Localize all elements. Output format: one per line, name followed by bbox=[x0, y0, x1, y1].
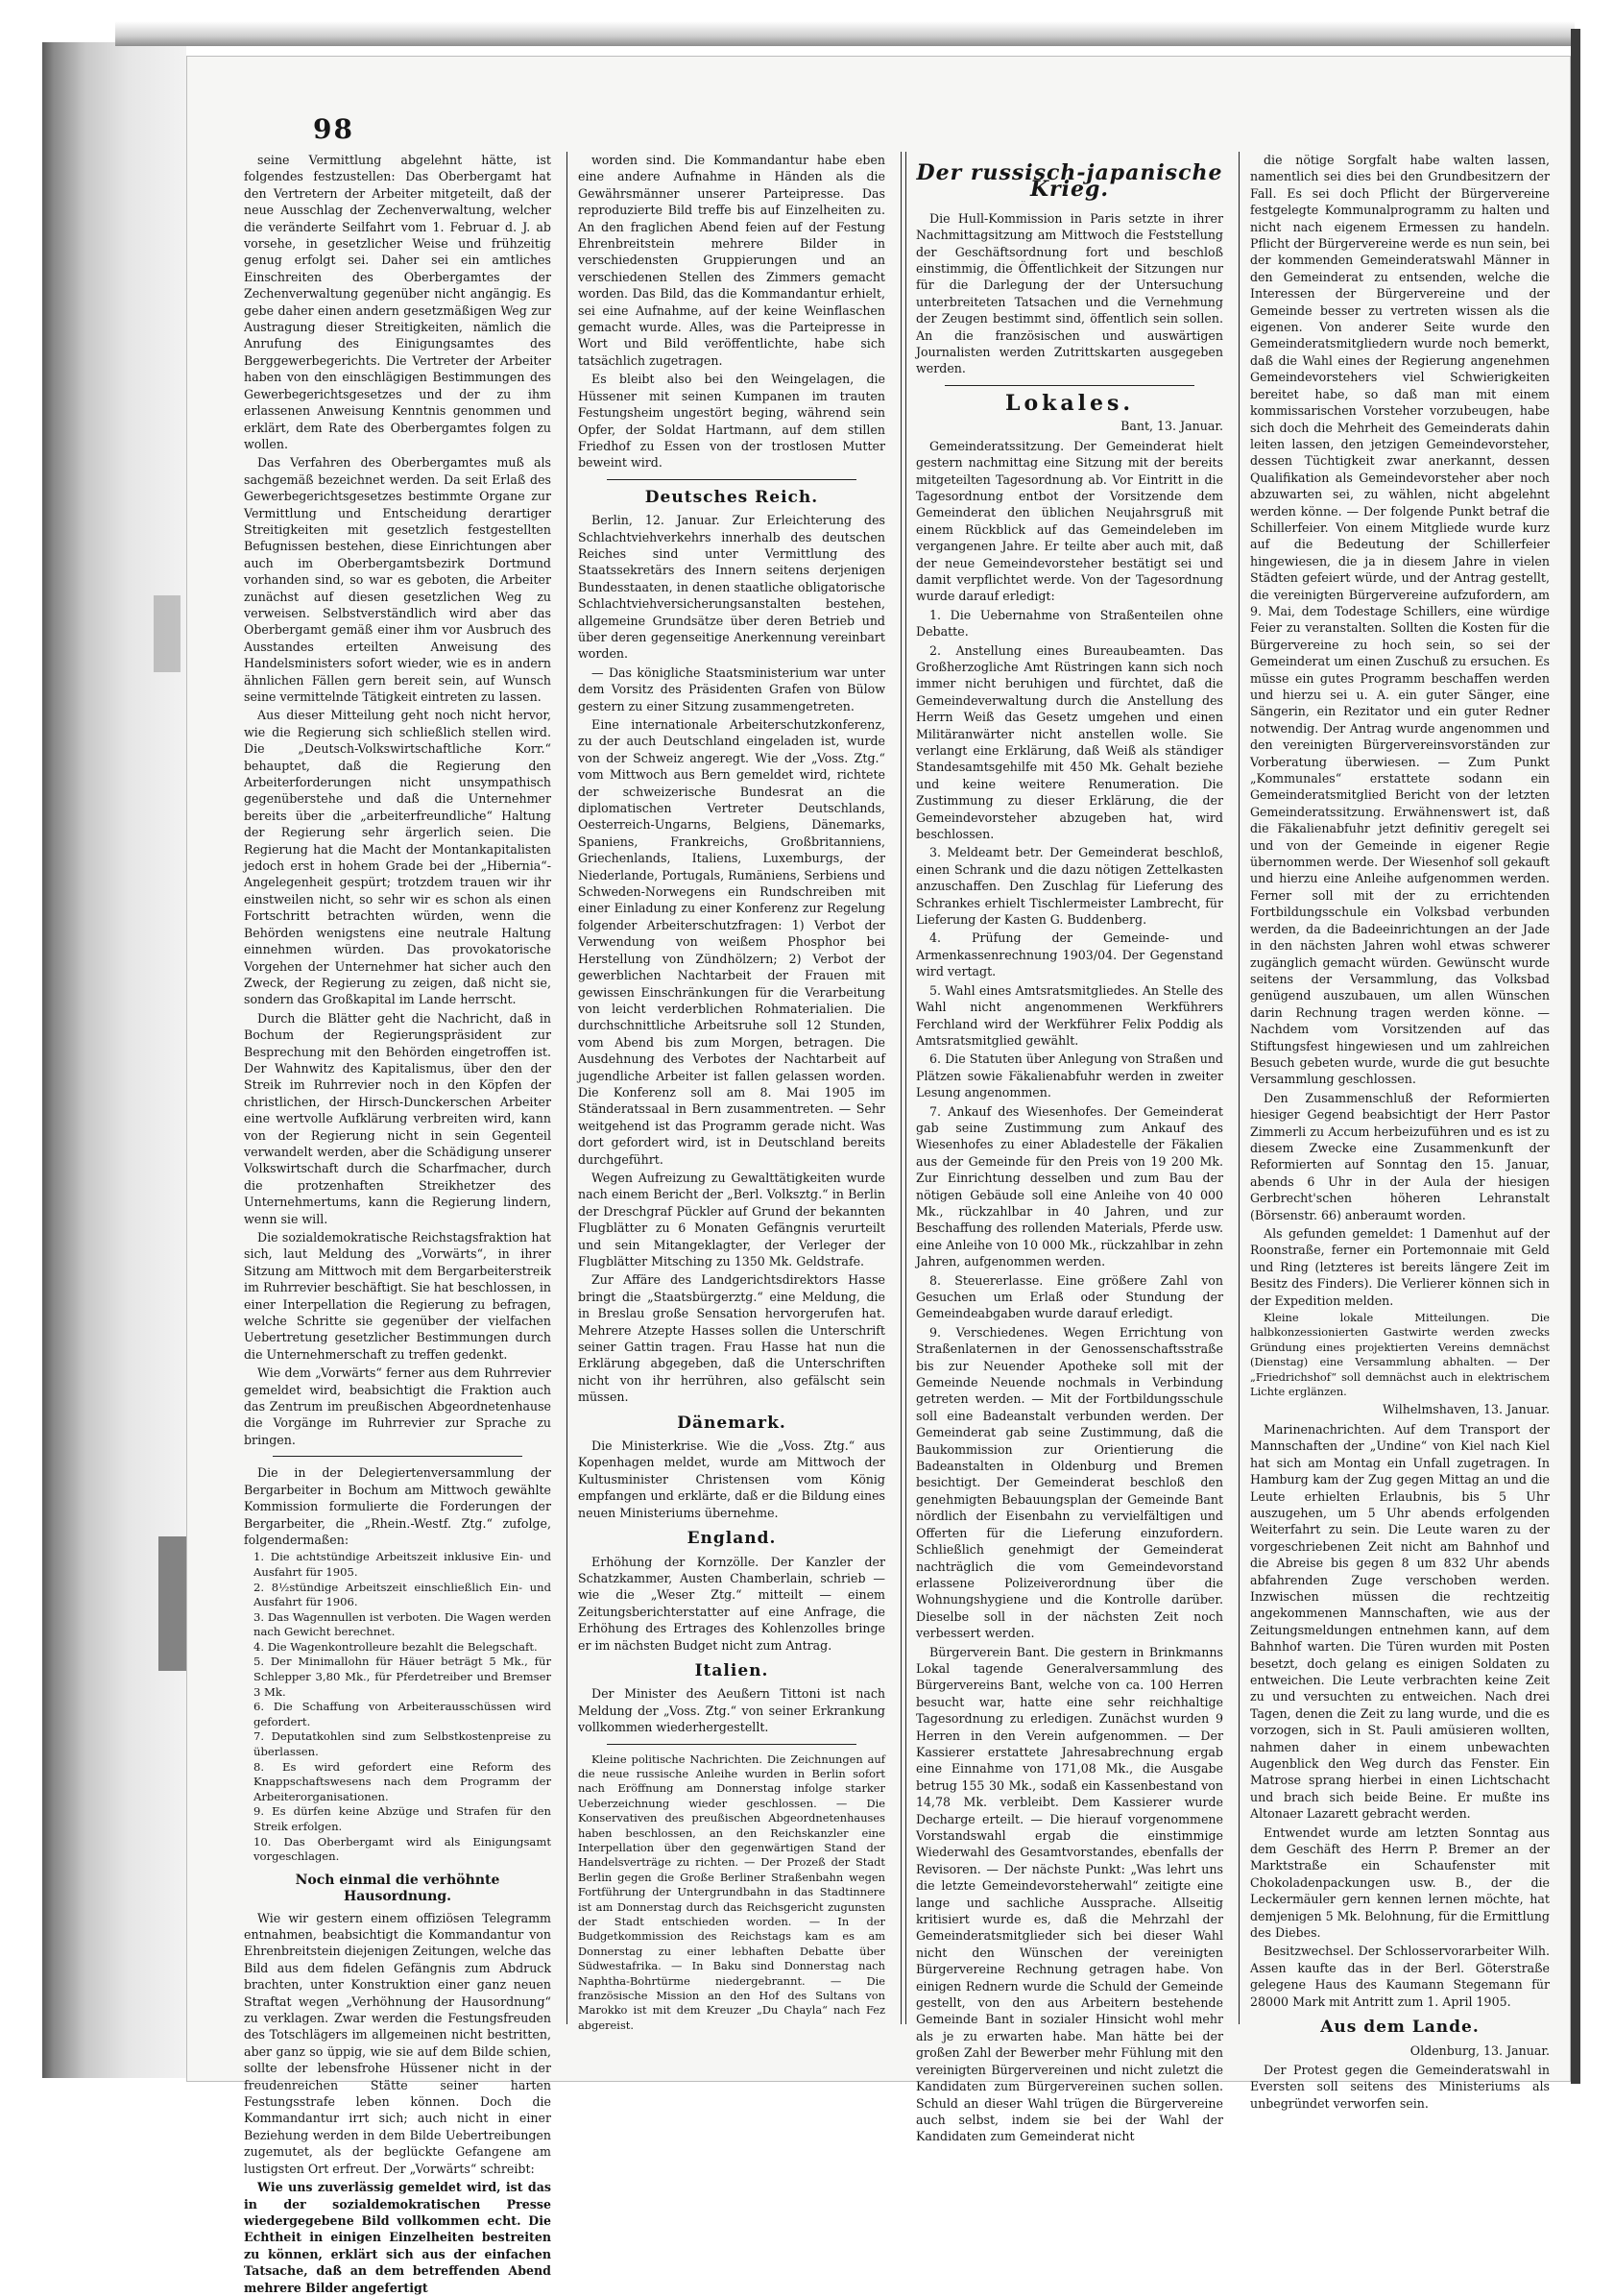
article-paragraph: Besitzwechsel. Der Schlosservorarbeiter Wilh. Assen kaufte das in der Berl. Göterstraße gelegene Haus des Kaumann Stegemann für 28000 Mark mit Antritt zum 1. April 1905. bbox=[1250, 1944, 1550, 2009]
agenda-item: 9. Verschiedenes. Wegen Errichtung von Straßenlaternen in der Genossenschaftsstraße bis zur Neuender Apotheke soll mit der Gemeinde Neuende nochmals in Verbindung getreten werden. — Mit der Fortbildungsschule soll eine Badeanstalt verbunden werden. Der Gemeinderat gab seine Zustimmung, daß die Baukommission zur Orientierung die Badeanstalten in Oldenburg und Bremen besichtigt. Der Gemeinderat beschloß den genehmigten Bebauungsplan der Gemeinde Bant nördlich der Eisenbahn zu vervielfältigen und Offerten für die Lieferung einzufordern. Schließlich genehmigt der Gemeinderat nachträglich die vom Gemeindevorstand erlassene Polizeiverordnung über die Wohnungshygiene und die Kontrolle darüber. Dieselbe soll in der nächsten Zeit noch verbessert werden. bbox=[916, 1324, 1223, 1641]
agenda-item: 8. Steuererlasse. Eine größere Zahl von Gesuchen um Erlaß oder Stundung der Gemeindeabgaben wurde darauf erledigt. bbox=[916, 1272, 1223, 1321]
article-paragraph: Zur Affäre des Landgerichtsdirektors Hasse bringt die „Staatsbürgerztg.“ eine Meldung, die in Breslau große Sensation hervorgerufen hat. Mehrere Atzepte Hasses sollen die Unterschrift seiner Gattin tragen. Frau Hasse hat nun die Erklärung abgegeben, daß die Unterschriften nicht von ihr herrühren, also gefälscht sein müssen. bbox=[578, 1272, 885, 1405]
article-paragraph: Durch die Blätter geht die Nachricht, daß in Bochum der Regierungspräsident zur Besprechung mit den Behörden eingetroffen ist. Der Wahnwitz des Kapitalismus, über den der Streik im Ruhrrevier noch in den Köpfen der christlichen, der Hirsch-Dunckerschen Arbeiter eine wertvolle Aufklärung verbreiten wird, kann von der Regierung nicht in sein Gegenteil verwandelt werden, aber die Schädigung unserer Volkswirtschaft durch die Scharfmacher, durch die protzenhaften Streikhetzer des Unternehmertums, kann die Regierung lindern, wenn sie will. bbox=[244, 1010, 551, 1226]
article-paragraph: Bürgerverein Bant. Die gestern in Brinkmanns Lokal tagende Generalversammlung des Bürgervereins Bant, welche von ca. 100 Herren besucht war, hatte eine sehr reichhaltige Tagesordnung zu erledigen. Zunächst wurden 9 Herren in den Verein aufgenommen. — Der Kassierer erstattete Jahresabrechnung ergab eine Einnahme von 171,08 Mk., die Ausgabe betrug 155 30 Mk., sodaß ein Kassenbestand von 14,78 Mk. verbleibt. Dem Kassierer wurde Decharge erteilt. — Die hierauf vorgenommene Vorstandswahl ergab die einstimmige Wiederwahl des Gesamtvorstandes, ebenfalls der Revisoren. — Der nächste Punkt: „Was lehrt uns die letzte Gemeindevorsteherwahl“ zeitigte eine lange und sachliche Aussprache. Allseitig kritisiert wurde es, daß die Mehrzahl der Gemeinderatsmitglieder sich bei dieser Wahl nicht den Wünschen der vereinigten Bürgervereine Rechnung getragen habe. Von einigen Rednern wurde die Schuld der Gemeinde gestellt, von den aus Arbeitern bestehende Gemeinde Bant in sozialer Hinsicht wohl mehr als je zu erwarten habe. Man hätte bei der großen Zahl der Bewerber mehr Fühlung mit den vereinigten Bürgervereinen und nicht zuletzt die Kandidaten zum Bürgervereinen suchen sollen. Schuld an dieser Wahl trügen die Bürgervereine auch selbst, indem sie bei der Wahl der Kandidaten zum Gemeinderat nicht bbox=[916, 1644, 1223, 2144]
page-top-edge bbox=[115, 21, 1575, 46]
column-2 bbox=[578, 152, 885, 2032]
section-heading: Der russisch-japanische Krieg. bbox=[916, 160, 1223, 203]
article-paragraph: Wie dem „Vorwärts“ ferner aus dem Ruhrrevier gemeldet wird, beabsichtigt die Fraktion auch das Zentrum im preußischen Abgeordnetenhause die Vorgänge im Ruhrrevier zur Sprache zu bringen. bbox=[244, 1366, 551, 1447]
article-paragraph: die nötige Sorgfalt habe walten lassen, namentlich sei dies bei den Grundbesitzern der Fall. Es sei doch Pflicht der Bürgervereine festgelegte Kommunalprogramm zu halten und nicht nach eigenem Ermessen zu handeln. Pflicht der Bürgervereine werde es nun sein, bei der kommenden Gemeinderatswahl Männer in den Gemeinderat zu entsenden, welche die Interessen der Bürgervereine und der Gemeinde besser zu vertreten wissen als die eigenen. Von anderer Seite wurde den Gemeinderatsmitgliedern wurde noch bemerkt, daß die Wahl eines der Regierung angenehmen Gemeindevorstehers viel Schwierigkeiten bereitet habe, so daß man mit einem kommissarischen Vorsteher vorzubeugen, habe sich doch die Mehrheit des Gemeinderats dahin leiten lassen, den jetzigen Gemeindevorsteher, dessen Tüchtigkeit zwar anerkannt, dessen Qualifikation als Gemeindevorsteher aber noch abzuwarten sei, zu wählen, nicht abgelehnt werden könne. — Der folgende Punkt betraf die Schillerfeier. Von einem Mitgliede wurde kurz auf die Bedeutung der Schillerfeier hingewiesen, die ja in diesem Jahre in vielen Städten gefeiert würde, und der Antrag gestellt, die vereinigten Bürgervereine aufzufordern, am 9. Mai, dem Todestage Schillers, eine würdige Feier zu veranstalten. Sollten die Kosten für die Bürgervereine zu hoch sein, so sei der Gemeinderat um einen Zuschuß zu ersuchen. Es müsse ein gutes Programm beschaffen werden und hierzu sei u. A. ein guter Sänger, eine Sängerin, ein Rezitator und ein guter Redner notwendig. Der Antrag wurde angenommen und den vereinigten Bürgervereinsvorständen zur Vorberatung überwiesen. — Zum Punkt „Kommunales“ erstattete sodann ein Gemeinderatsmitglied Bericht von der letzten Gemeinderatssitzung. Erwähnenswert ist, daß die Fäkalienabfuhr jetzt definitiv geregelt sei und von der Gemeinde in eigener Regie übernommen werde. Der Wiesenhof soll gekauft und hierzu eine Anleihe aufgenommen werden. Ferner soll mit der zu errichtenden Fortbildungsschule ein Volksbad verbunden werden, da die Badeeinrichtungen an der Jade in den nächsten Jahren wohl etwas schwerer zugänglich gemacht würden. Gewünscht wurde seitens der Versammlung, das Volksbad genügend auszubauen, um allen Wünschen darin Rechnung tragen werden könne. — Nachdem vom Vorsitzenden auf das Stiftungsfest hingewiesen und um zahlreichen Besuch gebeten wurde, wurde die gut besuchte Versammlung geschlossen. bbox=[1250, 153, 1550, 1087]
ink-smudge bbox=[158, 1536, 187, 1671]
page-number: 98 bbox=[313, 113, 354, 145]
divider bbox=[607, 1744, 856, 1745]
agenda-item: 4. Prüfung der Gemeinde- und Armenkassenrechnung 1903/04. Der Gegenstand wird vertagt. bbox=[916, 930, 1223, 979]
column-rule bbox=[901, 152, 906, 2024]
article-paragraph: Die in der Delegiertenversammlung der Bergarbeiter in Bochum am Mittwoch gewählte Kommission formulierte die Forderungen der Bergarbeiter, die „Rhein.-Westf. Ztg.“ zufolge, folgendermaßen: bbox=[244, 1465, 551, 1547]
agenda-item: 3. Meldeamt betr. Der Gemeinderat beschloß, einen Schrank und die dazu nötigen Zettelkasten anzuschaffen. Den Zuschlag für Lieferung des Schrankes erhielt Tischlermeister Lambrecht, für Lieferung der Kasten G. Buddenberg. bbox=[916, 845, 1223, 928]
article-paragraph: — Das königliche Staatsministerium war unter dem Vorsitz des Präsidenten Grafen von Bülow gestern zu einer Sitzung zusammengetreten. bbox=[578, 665, 885, 713]
divider bbox=[273, 1456, 522, 1457]
column-rule bbox=[1239, 152, 1240, 2024]
article-paragraph: Aus dieser Mitteilung geht noch nicht hervor, wie die Regierung sich schließlich stellen wird. Die „Deutsch-Volkswirtschaftliche Korr.“ behauptet, daß die Regierung den Arbeiterforderungen nicht unsympathisch gegenüberstehe und daß die Unternehmer bereits über die „arbeiterfreundliche“ Haltung der Regierung sehr ärgerlich seien. Die Regierung hat die Macht der Montankapitalisten jedoch erst in hohem Grade bei der „Hibernia“-Angelegenheit gespürt; trotzdem trauen wir ihr einstweilen nicht, so sehr wir es schon als einen Fortschritt betrachten würden, wenn die Behörden wenigstens eine neutrale Haltung einnehmen würden. Das provokatorische Vorgehen der Unternehmer hat sicher auch den Zweck, der Regierung zu zeigen, daß nicht sie, sondern das Großkapital im Lande herrscht. bbox=[244, 708, 551, 1007]
article-heading: Noch einmal die verhöhnte Hausordnung. bbox=[295, 1872, 500, 1905]
article-paragraph: Das Verfahren des Oberbergamtes muß als sachgemäß bezeichnet werden. Da seit Erlaß des Gewerbegerichtsgesetzes bestimmte Organe zur Vermittlung und Entscheidung derartiger Streitigkeiten mit gesetzlich festgestellten Befugnissen bestehen, diese Einrichtungen aber auch im Oberbergamtsbezirk Dortmund vorhanden sind, so war es geboten, die Arbeiter zunächst auf diesen gesetzlichen Weg zu verweisen. Selbstverständlich wird aber das Oberbergamt gemäß einer ihm vor Ausbruch des Ausstandes erteilten Anweisung des Handelsministers sofort wieder, wie es in andern ähnlichen Fällen gern bereit sein, auf Wunsch seine vermittelnde Tätigkeit eintreten zu lassen. bbox=[244, 455, 551, 704]
section-heading: Lokales. bbox=[1004, 390, 1135, 416]
newspaper-page bbox=[186, 56, 1571, 2295]
scan-margin bbox=[0, 0, 42, 2112]
list-item: 8. Es wird gefordert eine Reform des Knappschaftswesens nach dem Programm der Arbeiterorganisationen. bbox=[253, 1759, 551, 1803]
list-item: 9. Es dürfen keine Abzüge und Strafen für den Streik erfolgen. bbox=[253, 1804, 551, 1833]
article-paragraph: Gemeinderatssitzung. Der Gemeinderat hielt gestern nachmittag eine Sitzung mit der bereits mitgeteilten Tagesordnung ab. Vor Eintritt in die Tagesordnung entbot der Vorsitzende dem Gemeinderat den üblichen Neujahrsgruß mit einem Rückblick auf das Gemeindeleben im vergangenen Jahre. Er teilte aber auch mit, daß der neue Gemeindevorsteher bestätigt sei und damit verpflichtet werde. Von der Tagesordnung wurde darauf erledigt: bbox=[916, 438, 1223, 604]
article-paragraph: Marinenachrichten. Auf dem Transport der Mannschaften der „Undine“ von Kiel nach Kiel hat sich am Montag ein Unfall zugetragen. In Hamburg kam der Zug gegen Mittag an und die Leute erhielten Erlaubnis, bis 5 Uhr auszugehen, um 5 Uhr abends erfolgenden Weiterfahrt zu sein. Die Leute waren zu der vorgeschriebenen Zeit nicht am Bahnhof und die Abreise bis gegen 8 um 832 Uhr abends abfahrenden Zuge verschoben werden. Inzwischen müssen die rechtzeitig angekommenen Mannschaften, wie aus der Zeitungsmeldungen entnehmen kann, auf dem Bahnhof warten. Die Türen wurden mit Posten besetzt, doch gelang es einigen Soldaten zu entweichen. Die Leute verbrachten keine Zeit zu und versuchten zu entweichen. Nach drei Tagen, denen die Zeit zu lang wurde, und die es vorzogen, sich in St. Pauli amüsieren wollten, nahmen daher in einem unbewachten Augenblick den Weg durch das Fenster. Ein Matrose sprang hierbei in einen Lichtschacht und brach sich beide Beine. Er mußte ins Altonaer Lazarett gebracht werden. bbox=[1250, 1421, 1550, 1822]
article-paragraph: Kleine politische Nachrichten. Die Zeichnungen auf die neue russische Anleihe wurden in Berlin sofort nach Eröffnung am Donnerstag infolge starker Ueberzeichnung wieder geschlossen. — Die Konservativen des preußischen Abgeordnetenhauses haben beschlossen, an den Reichskanzler eine Interpellation über den gegenwärtigen Stand der Handelsverträge zu richten. — Der Prozeß der Stadt Berlin gegen die Große Berliner Straßenbahn wegen Fortführung der Untergrundbahn in das Stadtinnere ist am Donnerstag durch das Reichsgericht zugunsten der Stadt entschieden worden. — In der Budgetkommission des Reichstags kam es am Donnerstag zu einer lebhaften Debatte über Südwestafrika. — In Baku sind Donnerstag nach Naphtha-Bohrtürme niedergebrannt. — Die französische Mission an den Hof des Sultans von Marokko ist mit dem Kreuzer „Du Chayla“ nach Fez abgereist. bbox=[578, 1752, 885, 2032]
list-item: 10. Das Oberbergamt wird als Einigungsamt vorgeschlagen. bbox=[253, 1834, 551, 1864]
demands-list bbox=[244, 1550, 551, 1864]
divider bbox=[607, 479, 856, 480]
list-item: 5. Der Minimallohn für Häuer beträgt 5 Mk., für Schlepper 3,80 Mk., für Pferdetreiber und Bremser 3 Mk. bbox=[253, 1655, 551, 1699]
section-heading: Aus dem Lande. bbox=[1320, 2018, 1480, 2038]
ink-smudge bbox=[154, 595, 181, 672]
article-paragraph: Die Hull-Kommission in Paris setzte in ihrer Nachmittagsitzung am Mittwoch die Feststellung der Geschäftsordnung fort und beschloß einstimmig, die Öffentlichkeit der Sitzungen nur für die Darlegung der der Untersuchung unterbreiteten Tatsachen und die Vernehmung der Zeugen bestimmt sind, öffentlich sein sollen. An die französischen und auswärtigen Journalisten werden Zutrittskarten ausgegeben werden. bbox=[916, 210, 1223, 376]
agenda-item: 2. Anstellung eines Bureaubeamten. Das Großherzogliche Amt Rüstringen kann sich noch immer nicht beruhigen und fürchtet, daß die Gemeindeverwaltung durch die Anstellung des Herrn Weiß das Gesetz umgehen und einen Militäranwärter nicht anstellen wolle. Sie verlangt eine Erklärung, daß Weiß als ständiger Standesamtsgehilfe mit 450 Mk. Gehalt beziehe und keine weitere Renumeration. Die Zustimmung zu dieser Erklärung, die der Gemeindevorsteher abzugeben hat, wird beschlossen. bbox=[916, 642, 1223, 842]
section-heading: Dänemark. bbox=[677, 1413, 786, 1433]
list-item: 2. 8½stündige Arbeitszeit einschließlich Ein- und Ausfahrt für 1906. bbox=[253, 1580, 551, 1609]
page-binding-shadow bbox=[42, 42, 186, 2078]
article-paragraph: Wegen Aufreizung zu Gewalttätigkeiten wurde nach einem Bericht der „Berl. Volksztg.“ in Berlin der Dreschgraf Pückler auf Grund der bekannten Flugblätter zu 6 Monaten Gefängnis verurteilt und sein Mitangeklagter, der Verleger der Flugblätter Mitsching zu 1350 Mk. Geldstrafe. bbox=[578, 1170, 885, 1269]
list-item: 7. Deputatkohlen sind zum Selbstkostenpreise zu überlassen. bbox=[253, 1729, 551, 1759]
article-paragraph: Es bleibt also bei den Weingelagen, die Hüssener mit seinen Kumpanen im trauten Festungsheim ungestört beging, während sein Opfer, der Soldat Hartmann, auf dem stillen Friedhof zu Essen von der trostlosen Mutter beweint wird. bbox=[578, 372, 885, 471]
list-item: 4. Die Wagenkontrolleure bezahlt die Belegschaft. bbox=[253, 1639, 538, 1654]
article-paragraph: Entwendet wurde am letzten Sonntag aus dem Geschäft des Herrn P. Bremer an der Marktstraße ein Schaufenster mit Chokoladenpackungen usw. B., der die Leckermäuler gern kennen lernen möchte, hat demjenigen 5 Mk. Belohnung, für die Ermittlung des Diebes. bbox=[1250, 1825, 1550, 1941]
section-heading: Italien. bbox=[694, 1660, 769, 1680]
list-item: 3. Das Wagennullen ist verboten. Die Wagen werden nach Gewicht berechnet. bbox=[253, 1609, 551, 1639]
article-paragraph: Berlin, 12. Januar. Zur Erleichterung des Schlachtviehverkehrs innerhalb des deutschen Reiches sind unter Vermittlung des Staatssekretärs des Innern seitens derjenigen Bundesstaaten, in denen staatliche obligatorische Schlachtviehversicherungsanstalten bestehen, allgemeine Grundsätze über deren Betrieb und über deren gegenseitige Anerkennung vereinbart worden. bbox=[578, 513, 885, 662]
article-paragraph: Wie wir gestern einem offiziösen Telegramm entnahmen, beabsichtigt die Kommandantur von Ehrenbreitstein diejenigen Zeitungen, welche das Bild aus dem fidelen Gefängnis zum Abdruck brachten, unter Konstruktion einer ganz neuen Straftat wegen „Verhöhnung der Hausordnung“ zu verklagen. Zwar werden die Festungsfreuden des Totschlägers im allgemeinen nicht bestritten, aber ganz so üppig, wie sie auf dem Bilde schien, sollte der lebensfrohe Hüssener nicht in der freudenreichen Stätte seiner harten Festungsstrafe leben können. Doch die Kommandantur irrt sich; auch nicht in einer Beziehung werden in dem Bilde Uebertreibungen zugemutet, als der beglückte Gefangene am lustigsten Ort erfreut. Der „Vorwärts“ schreibt: bbox=[244, 1910, 551, 2176]
dateline: Oldenburg, 13. Januar. bbox=[1409, 2042, 1550, 2058]
agenda-item: 7. Ankauf des Wiesenhofes. Der Gemeinderat gab seine Zustimmung zum Ankauf des Wiesenhofes zu einer Abladestelle der Fäkalien aus der Gemeinde für den Preis von 19 200 Mk. Zur Einrichtung desselben und zum Bau der nötigen Gebäude soll eine Anleihe von 40 000 Mk., rückzahlbar in 40 Jahren, und zur Beschaffung des rollenden Materials, Pferde usw. eine Anleihe von 10 000 Mk., rückzahlbar in zehn Jahren, aufgenommen werden. bbox=[916, 1103, 1223, 1269]
dateline: Wilhelmshaven, 13. Januar. bbox=[1382, 1402, 1550, 1417]
article-paragraph: Als gefunden gemeldet: 1 Damenhut auf der Roonstraße, ferner ein Portemonnaie mit Geld und Ring (letzteres ist bereits längere Zeit im Besitz des Finders). Die Verlierer können sich in der Expedition melden. bbox=[1250, 1226, 1550, 1308]
article-paragraph: Der Minister des Aeußern Tittoni ist nach Meldung der „Voss. Ztg.“ von seiner Erkrankung vollkommen wiederhergestellt. bbox=[578, 1686, 885, 1735]
column-rule bbox=[566, 152, 567, 2024]
agenda-item: 5. Wahl eines Amtsratsmitgliedes. An Stelle des Wahl nicht angenommenen Werkführers Ferchland wird der Werkführer Felix Poddig als Amtsratsmitglied gewählt. bbox=[916, 982, 1223, 1048]
agenda-item: 6. Die Statuten über Anlegung von Straßen und Plätzen sowie Fäkalienabfuhr werden in zweiter Lesung angenommen. bbox=[916, 1051, 1223, 1100]
section-heading: Deutsches Reich. bbox=[644, 487, 819, 507]
article-paragraph: Den Zusammenschluß der Reformierten hiesiger Gegend beabsichtigt der Herr Pastor Zimmerli zu Accum herbeizuführen und es ist zu diesem Zwecke eine Zusammenkunft der Reformierten auf Sonntag den 15. Januar, abends 6 Uhr in der Aula der hiesigen Gerbrecht'schen höheren Lehranstalt (Börsenstr. 66) anberaumt worden. bbox=[1250, 1090, 1550, 1222]
column-3 bbox=[916, 152, 1223, 2144]
article-paragraph: Eine internationale Arbeiterschutzkonferenz, zu der auch Deutschland eingeladen ist, wurde von der Schweiz angeregt. Wie der „Voss. Ztg.“ vom Mittwoch aus Bern gemeldet wird, richtete der schweizerische Bundesrat an die diplomatischen Vertreter Deutschlands, Oesterreich-Ungarns, Belgiens, Dänemarks, Spaniens, Frankreichs, Großbritanniens, Griechenlands, Italiens, Luxemburgs, der Niederlande, Portugals, Rumäniens, Serbiens und Schweden-Norwegens ein Rundschreiben mit einer Einladung zu einer Konferenz zur Regelung folgender Arbeiterschutzfragen: 1) Verbot der Verwendung von weißem Phosphor bei Herstellung von Zündhölzern; 2) Verbot der gewerblichen Nachtarbeit der Frauen mit gewissen Einschränkungen für die Verarbeitung von leicht verderblichen Rohmaterialien. Die durchschnittliche Arbeitsruhe soll 12 Stunden, vom Abend bis zum Morgen, betragen. Die Ausdehnung des Verbotes der Nachtarbeit auf jugendliche Arbeiter ist fallen gelassen worden. Die Konferenz soll am 8. Mai 1905 im Ständeratssaal in Bern zusammentreten. — Sehr weitgehend ist das Programm gerade nicht. Was dort gefordert wird, ist in Deutschland bereits durchgeführt. bbox=[578, 717, 885, 1167]
page-right-edge bbox=[1571, 29, 1580, 2084]
article-paragraph: Erhöhung der Kornzölle. Der Kanzler der Schatzkammer, Austen Chamberlain, schrieb — wie die „Weser Ztg.“ mitteilt — einem Zeitungsberichterstatter auf eine Anfrage, die Erhöhung des Ertrages des Kohlenzolles bringe er im nächsten Budget nicht zum Antrag. bbox=[578, 1554, 885, 1653]
list-item: 1. Die achtstündige Arbeitszeit inklusive Ein- und Ausfahrt für 1905. bbox=[253, 1550, 551, 1579]
agenda-item: 1. Die Uebernahme von Straßenteilen ohne Debatte. bbox=[916, 607, 1223, 640]
column-1 bbox=[244, 152, 551, 2295]
article-paragraph: worden sind. Die Kommandantur habe eben eine andere Aufnahme in Händen als die Gewährsmänner unserer Parteipresse. Das reproduzierte Bild treffe bis auf Einzelheiten zu. An den fraglichen Abend feien auf der Festung Ehrenbreitstein mehrere Bilder in verschiedensten Gruppierungen und an verschiedenen Stellen des Zimmers gemacht worden. Das Bild, das die Kommandantur erhielt, sei eine Aufnahme, auf der keine Weinflaschen gemacht wurde. Alles, was die Parteipresse in Wort und Bild veröffentlichte, habe sich tatsächlich zugetragen. bbox=[578, 153, 885, 368]
column-4 bbox=[1250, 152, 1550, 2111]
dateline: Bant, 13. Januar. bbox=[1120, 419, 1223, 434]
list-item: 6. Die Schaffung von Arbeiterausschüssen wird gefordert. bbox=[253, 1700, 551, 1728]
article-paragraph: Der Protest gegen die Gemeinderatswahl in Eversten soll seitens des Ministeriums als unbegründet verworfen sein. bbox=[1250, 2062, 1550, 2111]
article-paragraph: seine Vermittlung abgelehnt hätte, ist folgendes festzustellen: Das Oberbergamt hat den Vertretern der Arbeiter mitgeteilt, daß der neue Ausschlag der Zechenverwaltung, welcher die veränderte Seilfahrt vom 1. Februar d. J. ab vorsehe, in gesetzlicher Weise und frühzeitig genug erfolgt sei. Daher sei ein amtliches Einschreiten des Oberbergamtes der Zechenverwaltung gegenüber nicht angängig. Es gebe daher einen andern gesetzmäßigen Weg zur Austragung dieser Streitigkeiten, nämlich die Anrufung des Einigungsamtes des Berggewerbegerichts. Die Vertreter der Arbeiter haben von den einschlägigen Bestimmungen des Gewerbegerichtsgesetzes und der zu ihm erlassenen Anweisung Kenntnis genommen und erklärt, dem Rate des Oberbergamtes folgen zu wollen. bbox=[244, 153, 551, 451]
article-paragraph: Die sozialdemokratische Reichstagsfraktion hat sich, laut Meldung des „Vorwärts“, in ihrer Sitzung am Mittwoch mit dem Bergarbeiterstreik im Ruhrrevier beschäftigt. Sie hat beschlossen, in einer Interpellation die Regierung zu befragen, welche Schritte sie gegenüber der vielfachen Uebertretung gesetzlicher Bestimmungen durch die Unternehmerschaft zu treffen gedenkt. bbox=[244, 1230, 551, 1362]
article-paragraph: Kleine lokale Mitteilungen. Die halbkonzessionierten Gastwirte werden zwecks Gründung eines projektierten Vereins demnächst (Dienstag) eine Versammlung abhalten. — Der „Friedrichshof“ soll demnächst auch in elektrischem Lichte erglänzen. bbox=[1250, 1311, 1550, 1399]
article-paragraph: Die Ministerkrise. Wie die „Voss. Ztg.“ aus Kopenhagen meldet, wurde am Mittwoch der Kultusminister Christensen vom König empfangen und erklärte, daß er die Bildung eines neuen Ministeriums übernehme. bbox=[578, 1438, 885, 1520]
divider bbox=[945, 385, 1194, 386]
article-paragraph: Wie uns zuverlässig gemeldet wird, ist das in der sozialdemokratischen Presse wiedergegebene Bild vollkommen echt. Die Echtheit in einigen Einzelheiten bestreiten zu können, erklärt sich aus der einfachen Tatsache, daß an dem betreffenden Abend mehrere Bilder angefertigt bbox=[244, 2180, 551, 2295]
section-heading: England. bbox=[687, 1529, 777, 1549]
